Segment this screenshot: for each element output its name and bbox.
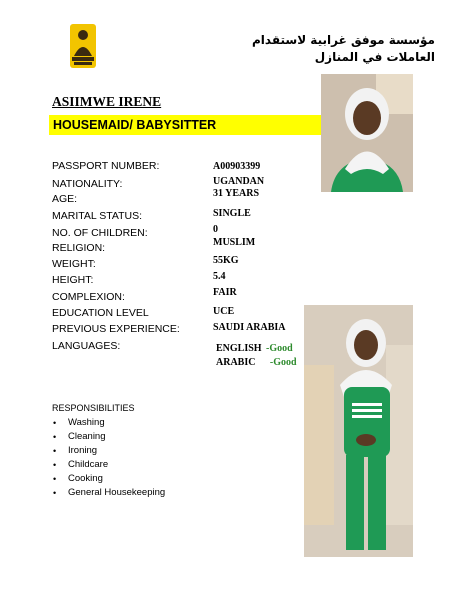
list-item: • Ironing (52, 444, 165, 458)
value-age: 31 YEARS (213, 188, 260, 199)
full-body-photo (304, 305, 413, 557)
value-religion: MUSLIM (213, 237, 256, 248)
list-item: • Cooking (52, 472, 165, 486)
agency-title: مؤسسة موفق غرابية لاستقدام العاملات في المنازل (252, 33, 435, 64)
label-nationality: NATIONALITY: (52, 178, 123, 190)
value-weight: 55KG (213, 255, 239, 266)
language-english-name: ENGLISH (216, 343, 262, 354)
label-languages: LANGUAGES: (52, 340, 121, 352)
company-logo (68, 24, 98, 68)
value-marital-status: SINGLE (213, 208, 251, 219)
list-item: • Washing (52, 416, 165, 430)
list-item: • Cleaning (52, 430, 165, 444)
responsibilities-heading: RESPONSIBILITIES (52, 403, 135, 413)
value-passport-number: A00903399 (213, 161, 261, 172)
value-education-level: UCE (213, 306, 235, 317)
candidate-role: HOUSEMAID/ BABYSITTER (53, 118, 217, 132)
label-no-of-children: NO. OF CHILDREN: (52, 227, 148, 239)
responsibilities-list (52, 416, 165, 500)
value-no-of-children: 0 (213, 224, 218, 235)
label-age: AGE: (52, 193, 78, 205)
value-nationality: UGANDAN (213, 176, 265, 187)
candidate-name: ASIIMWE IRENE (52, 94, 162, 109)
portrait-photo (321, 74, 413, 192)
label-education-level: EDUCATION LEVEL (52, 307, 149, 319)
language-arabic-level: -Good (269, 357, 297, 368)
label-weight: WEIGHT: (52, 258, 96, 270)
label-passport-number: PASSPORT NUMBER: (52, 160, 160, 172)
value-height: 5.4 (213, 271, 226, 282)
label-marital-status: MARITAL STATUS: (52, 210, 143, 222)
list-item: • General Housekeeping (52, 486, 165, 500)
language-arabic (216, 352, 297, 370)
value-complexion: FAIR (213, 287, 237, 298)
list-item: • Childcare (52, 458, 165, 472)
language-english-level: -Good (266, 343, 293, 354)
value-previous-experience: SAUDI ARABIA (213, 322, 286, 333)
label-height: HEIGHT: (52, 274, 94, 286)
label-complexion: COMPLEXION: (52, 291, 125, 303)
language-arabic-name: ARABIC (216, 357, 256, 368)
label-previous-experience: PREVIOUS EXPERIENCE: (52, 323, 180, 335)
label-religion: RELIGION: (52, 242, 106, 254)
